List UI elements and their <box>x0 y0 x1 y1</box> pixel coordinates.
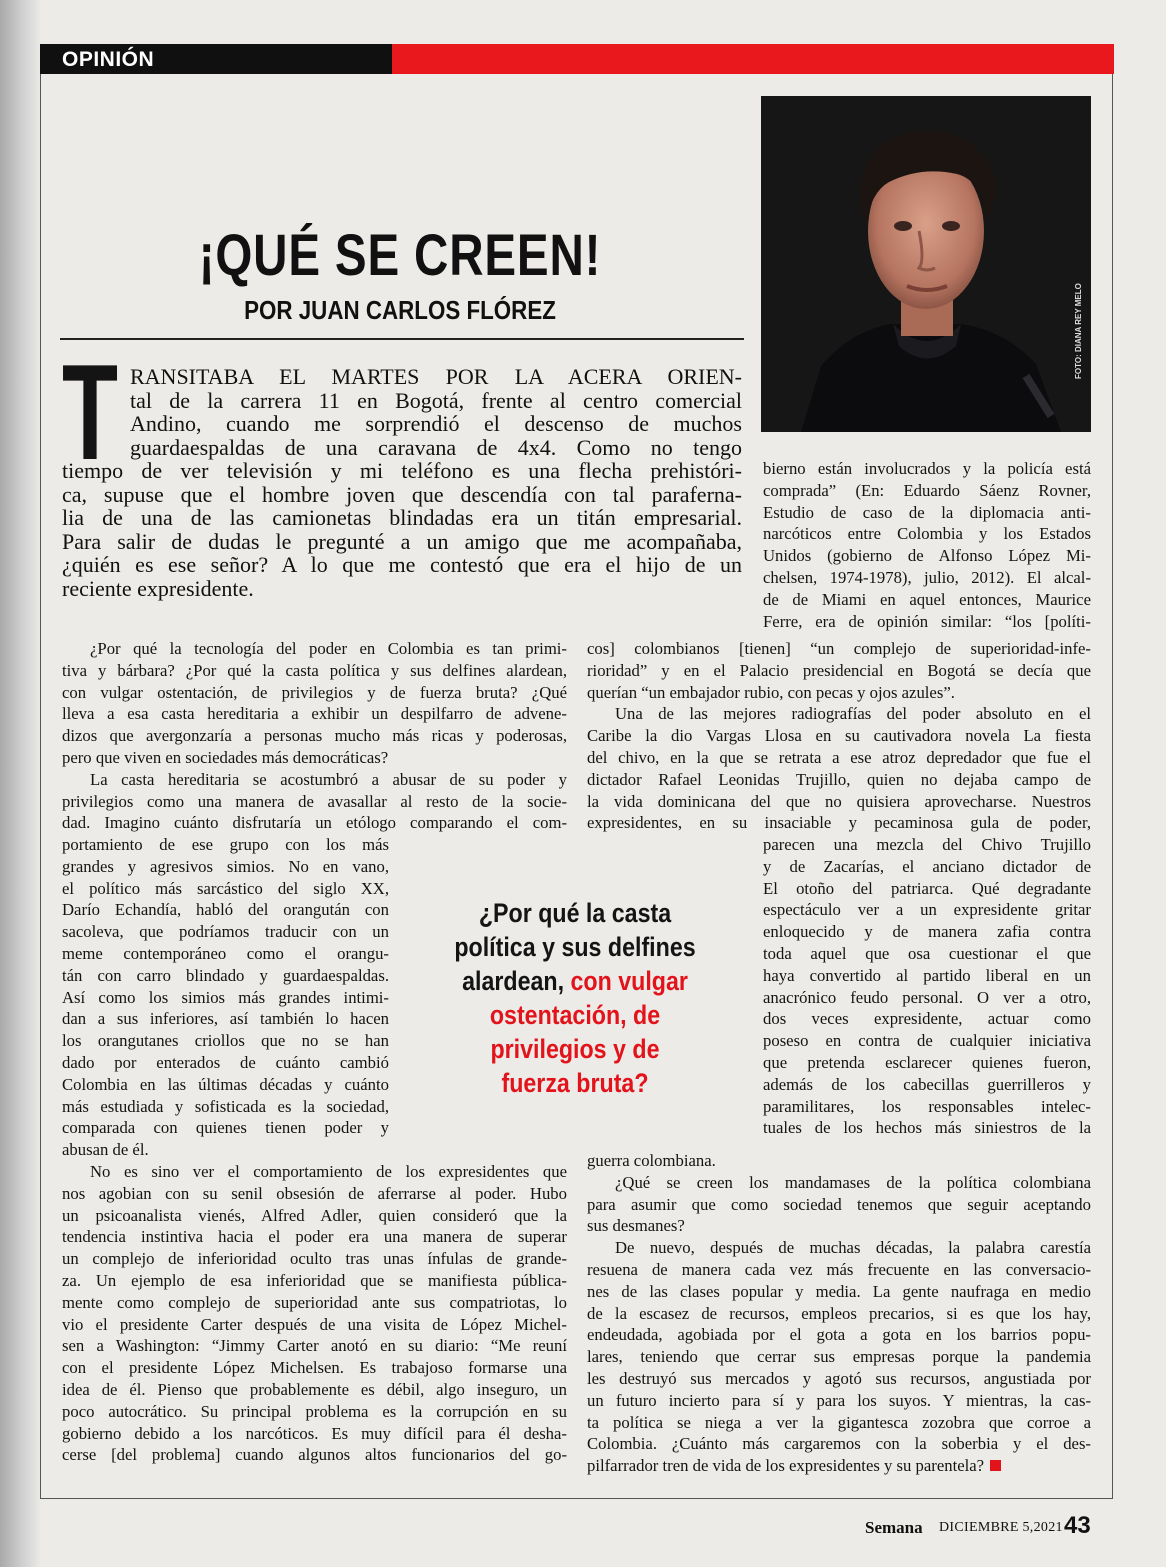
body-line: guerra colombiana. <box>587 1151 716 1170</box>
body-line: portamiento de ese grupo con los más <box>62 835 389 854</box>
body-line: y de Zacarías, el anciano dictador de <box>763 856 1091 876</box>
body-line: el político más sarcástico del siglo XX, <box>62 878 389 898</box>
body-line: ¿Qué se creen los mandamases de la política colombiana <box>615 1172 1091 1192</box>
lead-line: Para salir de dudas le pregunté a un amigo que me acompañaba, <box>62 528 742 554</box>
issue-date: DICIEMBRE 5,2021 <box>939 1520 1063 1535</box>
article-byline: POR JUAN CARLOS FLÓREZ <box>244 295 556 325</box>
body-line: La casta hereditaria se acostumbró a abusar de su poder y <box>90 769 567 789</box>
body-line: Darío Echandía, habló del orangután con <box>62 900 389 920</box>
body-line: nes de las clases popular y media. La gente naufraga en medio <box>587 1281 1091 1301</box>
body-line: con el presidente López Michelsen. Es trabajoso formarse una <box>62 1358 567 1378</box>
pull-quote-red-text: con vulgar <box>570 966 688 996</box>
body-line: Caribe la dio Vargas Llosa en su cautivadora novela La fiesta <box>587 726 1091 746</box>
body-line-text: pilfarrador tren de vida de los expresidentes y su parentela? <box>587 1456 985 1476</box>
pull-quote-line <box>442 964 709 998</box>
lead-line: ¿quién es ese señor? A lo que me contestó que era el hijo de un <box>62 552 742 577</box>
body-line: lleva a esa casta hereditaria a exhibir un despilfarro de advene- <box>62 704 567 724</box>
body-line: narcóticos entre Colombia y los Estados <box>763 524 1091 544</box>
body-line: un futuro incierto para sí y para los suyos. Y mientras, la cas- <box>587 1390 1091 1410</box>
body-line: cerse [del problema] cuando algunos altos funcionarios del go- <box>62 1445 567 1465</box>
lead-line: reciente expresidente. <box>62 575 254 601</box>
body-line: tiva y bárbara? ¿Por qué la casta política y sus delfines alardean, <box>62 660 567 680</box>
body-line: resuena de manera cada vez más frecuente en las conversacio- <box>587 1259 1091 1279</box>
lead-line: tal de la carrera 11 en Bogotá, frente al centro comercial <box>130 387 742 413</box>
body-line: sacoleva, que podríamos traducir con un <box>62 922 389 942</box>
body-line: Así como los simios más grandes intimi- <box>62 987 389 1007</box>
body-line: sen a Washington: “Jimmy Carter anotó en su diario: “Me reuní <box>62 1336 567 1356</box>
body-line-final <box>587 1455 1091 1477</box>
body-line: meme contemporáneo como el orangu- <box>62 943 389 963</box>
pull-quote-line: política y sus delfines <box>454 932 696 962</box>
body-line: tán con carro blindado y guardaespaldas. <box>62 965 389 985</box>
body-line: Estudio de caso de la diplomacia anti- <box>763 502 1091 522</box>
body-line: querían “un embajador rubio, con pecas y ojos azules”. <box>587 682 955 702</box>
body-line: dad. Imagino cuánto disfrutaría un etólogo comparando el com- <box>62 813 567 833</box>
body-line: poseso en contra de cualquier iniciativa <box>763 1031 1091 1051</box>
title-rule <box>60 338 744 340</box>
body-line: anacrónico feudo personal. O ver a otro, <box>763 987 1091 1007</box>
end-of-article-mark-icon <box>990 1460 1001 1471</box>
body-line: grandes y agresivos simios. No en vano, <box>62 856 389 876</box>
body-line: endeudada, agobiada por el gota a gota en los barrios popu- <box>587 1325 1091 1345</box>
pull-quote-line: privilegios y de <box>490 1034 660 1064</box>
body-line: ta política se niega a ver la gigantesca zozobra que corroe a <box>587 1412 1091 1432</box>
body-line: abusan de él. <box>62 1140 149 1160</box>
body-line: za. Un ejemplo de esa inferioridad que se manifiesta pública- <box>62 1270 567 1290</box>
body-line: del chivo, en la que se retrata a ese atroz depredador que fue el <box>587 747 1091 767</box>
lead-line: Andino, cuando me sorprendió el descenso de muchos <box>130 411 742 436</box>
body-line: comprada” (En: Eduardo Sáenz Rovner, <box>763 480 1091 500</box>
body-line: con vulgar ostentación, de privilegios y de fuerza bruta? ¿Qué <box>62 682 567 702</box>
body-line: un complejo de inferioridad oculto tras unas ínfulas de grande- <box>62 1249 567 1269</box>
pull-quote-line: ¿Por qué la casta <box>478 898 672 928</box>
page-number: 43 <box>1064 1512 1091 1539</box>
lead-line: lia de una de las camionetas blindadas era un titán empresarial. <box>62 505 742 530</box>
left-column-part-b <box>62 834 389 1161</box>
author-photo <box>761 96 1091 432</box>
body-line: Colombia. ¿Cuánto más cargaremos con la soberbia y el des- <box>587 1434 1091 1454</box>
body-line: expresidentes, en su insaciable y pecaminosa gula de poder, <box>587 813 1091 833</box>
lead-line: guardaespaldas de una caravana de 4x4. Como no tengo <box>130 434 742 460</box>
body-line: Una de las mejores radiografías del poder absoluto en el <box>615 704 1091 724</box>
body-line: dado por enterados de cuánto cambió <box>62 1052 389 1072</box>
body-line: rioridad” y en el Palacio presidencial en Bogotá se decía que <box>587 660 1091 680</box>
page-gutter-shadow <box>0 0 40 1567</box>
body-line: dan a sus inferiores, así también lo hacen <box>62 1009 389 1029</box>
body-line: de de Miami en aquel entonces, Maurice <box>763 589 1091 609</box>
body-line: vio el presidente Carter después de una visita de López Michel- <box>62 1314 567 1334</box>
body-line: De nuevo, después de muchas décadas, la palabra carestía <box>615 1238 1091 1258</box>
lead-paragraph-indented <box>130 365 742 459</box>
section-header-red-bar <box>392 44 1114 74</box>
magazine-brand: Semana <box>865 1518 923 1537</box>
body-line: mente como complejo de superioridad ante sus compatriotas, lo <box>62 1292 567 1312</box>
body-line: enloquecido y de manera zafia contra <box>763 922 1091 942</box>
lead-paragraph <box>62 459 742 600</box>
body-line: No es sino ver el comportamiento de los expresidentes que <box>90 1162 567 1181</box>
right-column-part-a <box>763 458 1091 632</box>
body-line: Colombia en las últimas décadas y cuánto <box>62 1074 389 1094</box>
body-line: El otoño del patriarca. Qué degradante <box>763 878 1091 898</box>
body-line: lares, teniendo que cerrar sus empresas porque la pandemia <box>587 1347 1091 1367</box>
body-line: gobierno debido a los narcóticos. Es muy difícil para él desha- <box>62 1423 567 1443</box>
body-line: parecen una mezcla del Chivo Trujillo <box>763 835 1091 854</box>
pull-quote-line: ostentación, de <box>489 1000 661 1030</box>
body-line: tuales de los hechos más siniestros de la <box>763 1118 1091 1138</box>
body-line: privilegios como una manera de avasallar al resto de la socie- <box>62 791 567 811</box>
body-line: espectáculo ver a un expresidente gritar <box>763 900 1091 920</box>
pull-quote-line: fuerza bruta? <box>501 1068 649 1098</box>
section-label: OPINIÓN <box>62 48 155 71</box>
left-column-part-c <box>62 1161 567 1466</box>
body-line: ¿Por qué la tecnología del poder en Colombia es tan primi- <box>90 639 567 658</box>
article-title: ¡QUÉ SE CREEN! <box>198 223 602 288</box>
body-line: los orangutanes criollos que no se han <box>62 1031 389 1051</box>
body-line: que pretenda esclarecer quienes fueron, <box>763 1052 1091 1072</box>
body-line: poco autocrático. Su principal problema es la corrupción en su <box>62 1401 567 1421</box>
body-line: dizos que avergonzaría a personas mucho más ricas y poderosas, <box>62 726 567 746</box>
dropcap-letter <box>62 336 118 488</box>
body-line: les destruyó sus mercados y agotó sus recursos, angustiada por <box>587 1368 1091 1388</box>
lead-line: ca, supuse que el hombre joven que descendía con tal paraferna- <box>62 481 742 507</box>
body-line: dos veces expresidente, actuar como <box>763 1009 1091 1029</box>
body-line: paramilitares, los responsables intelec- <box>763 1096 1091 1116</box>
body-line: haya convertido al partido liberal en un <box>763 965 1091 985</box>
lead-line: RANSITABA EL MARTES POR LA ACERA ORIEN- <box>130 364 742 389</box>
body-line: para asumir que como sociedad tenemos que seguir aceptando <box>587 1194 1091 1214</box>
body-line: comparada con quienes tienen poder y <box>62 1118 389 1138</box>
body-line: de la escasez de recursos, empleos precarios, si es que los hay, <box>587 1303 1091 1323</box>
body-line: más estudiada y sofisticada es la sociedad, <box>62 1096 389 1116</box>
pull-quote-black-text: alardean, <box>462 966 571 996</box>
body-line: bierno están involucrados y la policía está <box>763 459 1091 478</box>
body-line: nos agobian con su senil obsesión de aferrarse al poder. Hubo <box>62 1183 567 1203</box>
left-column-part-a <box>62 638 567 834</box>
body-line: pero que viven en sociedades más democráticas? <box>62 747 389 767</box>
right-column-part-b <box>587 638 1091 834</box>
body-line: cos] colombianos [tienen] “un complejo de superioridad-infe- <box>587 639 1091 658</box>
svg-text:T: T <box>62 336 118 488</box>
body-line: chelsen, 1974-1978), julio, 2012). El alcal- <box>763 567 1091 587</box>
pull-quote <box>420 896 730 1100</box>
body-line: tendencia instintiva hacia el poder era una manera de superar <box>62 1227 567 1247</box>
body-line: idea de él. Pienso que probablemente es débil, algo inseguro, un <box>62 1379 567 1399</box>
right-column-part-c <box>763 834 1091 1139</box>
body-line: toda aquel que osa cuestionar el que <box>763 943 1091 963</box>
body-line: Ferre, era de opinión similar: “los [políti- <box>763 611 1091 631</box>
author-portrait-image <box>761 96 1091 432</box>
lead-line: tiempo de ver televisión y mi teléfono es una flecha prehistóri- <box>62 458 742 483</box>
body-line: sus desmanes? <box>587 1216 685 1236</box>
photo-credit: FOTO: DIANA REY MELO <box>1074 283 1083 379</box>
body-line: un psicoanalista vienés, Alfred Adler, quien consideró que la <box>62 1205 567 1225</box>
body-line: la vida dominicana del que no quisiera aprovecharse. Nuestros <box>587 791 1091 811</box>
body-line: dictador Rafael Leonidas Trujillo, quien no dejaba campo de <box>587 769 1091 789</box>
body-line: además de los cabecillas guerrilleros y <box>763 1074 1091 1094</box>
body-line: Unidos (gobierno de Alfonso López Mi- <box>763 546 1091 566</box>
right-column-part-d <box>587 1150 1091 1477</box>
